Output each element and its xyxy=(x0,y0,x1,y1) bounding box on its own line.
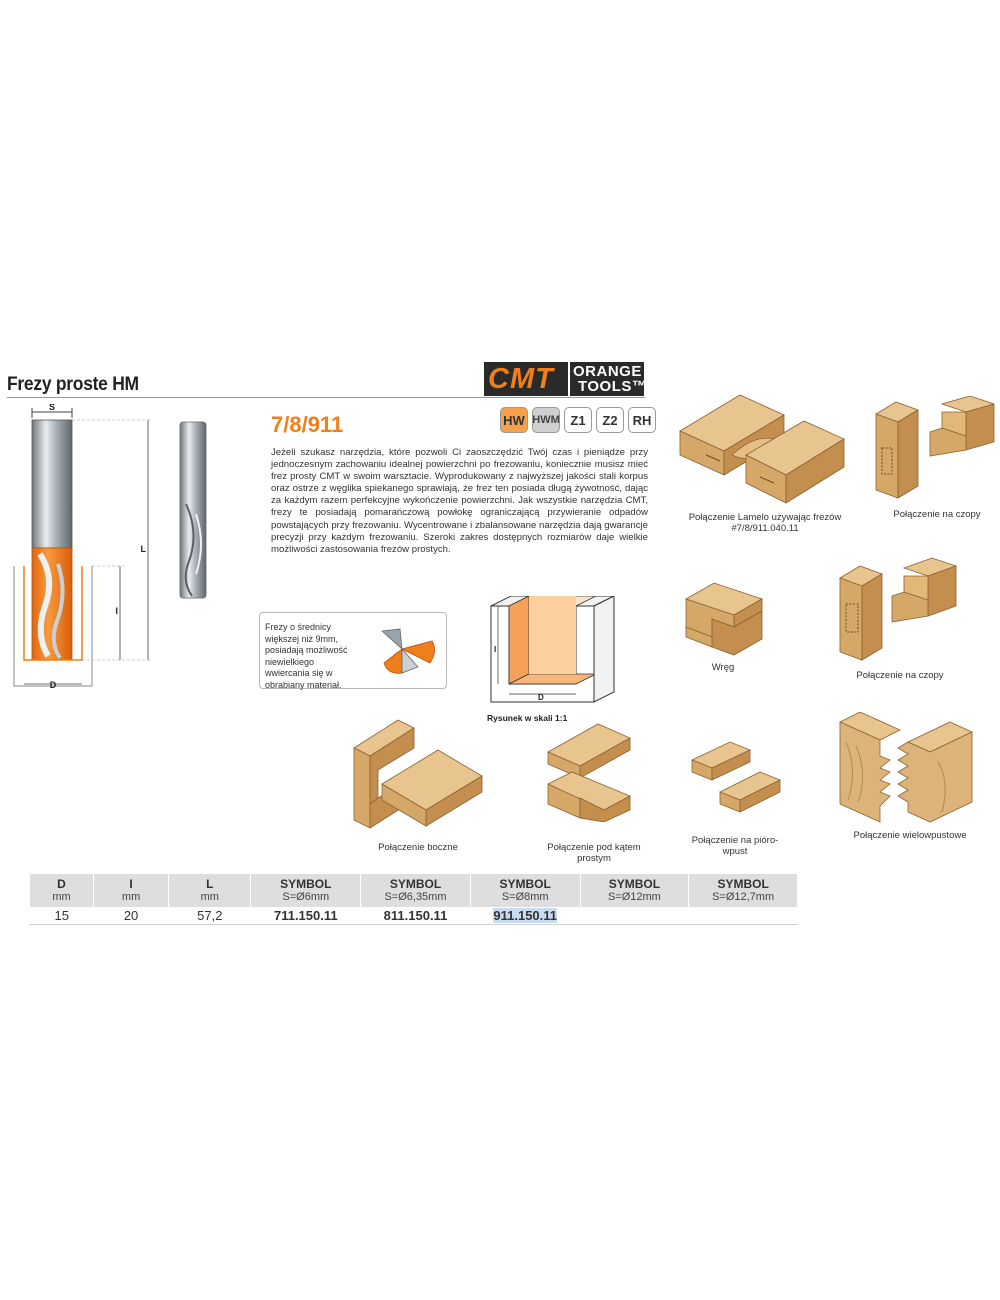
logo-cmt-text: CMT xyxy=(488,363,554,395)
col-l: L mm xyxy=(169,874,251,907)
col-d: D mm xyxy=(30,874,93,907)
scale-caption: Rysunek w skali 1:1 xyxy=(487,713,568,723)
product-table xyxy=(30,874,798,925)
joint-right-angle-illustration xyxy=(544,722,634,822)
joint-side-illustration xyxy=(350,718,486,830)
cell-symbol-6: 711.150.11 xyxy=(251,907,361,925)
title-divider xyxy=(7,397,645,398)
col-symbol-127: SYMBOL S=Ø12,7mm xyxy=(689,874,798,907)
badge-z2: Z2 xyxy=(596,407,624,433)
router-bit-drawing xyxy=(10,404,225,694)
logo-orange-tools-block xyxy=(570,362,648,396)
cmt-logo xyxy=(484,362,648,396)
drilling-note-box xyxy=(259,612,447,689)
cell-symbol-12 xyxy=(580,907,689,925)
drilling-note-text: Frezy o średnicy większej niż 9mm, posiadają możliwość niewielkiego wwiercania się w obrabiany materiał. xyxy=(265,622,348,690)
badge-rh: RH xyxy=(628,407,656,433)
joint-tongue-groove-illustration xyxy=(690,740,784,818)
caption-lamelo: Połączenie Lamelo używając frezów #7/8/911.040.11 xyxy=(688,512,842,534)
col-symbol-635: SYMBOL S=Ø6,35mm xyxy=(361,874,471,907)
scale-drawing xyxy=(486,596,616,711)
badge-z1: Z1 xyxy=(564,407,592,433)
plunge-cut-icon xyxy=(372,619,442,681)
badge-hwm: HWM xyxy=(532,407,560,433)
badge-hw: HW xyxy=(500,407,528,433)
joint-mortise-illustration-2 xyxy=(836,556,960,664)
cell-symbol-635: 811.150.11 xyxy=(361,907,471,925)
caption-rebate: Wręg xyxy=(711,662,735,673)
table-header-row xyxy=(30,874,798,907)
scale-label-d: D xyxy=(538,693,544,702)
caption-side-joint: Połączenie boczne xyxy=(378,842,458,853)
product-code: 7/8/911 xyxy=(271,412,344,437)
caption-right-angle: Połączenie pod kątem prostym xyxy=(547,842,641,864)
cell-l: 57,2 xyxy=(169,907,251,925)
scale-label-i: I xyxy=(494,645,497,654)
col-i: I mm xyxy=(93,874,168,907)
col-symbol-8: SYMBOL S=Ø8mm xyxy=(470,874,580,907)
col-symbol-6: SYMBOL S=Ø6mm xyxy=(251,874,361,907)
joint-lamelo-illustration xyxy=(676,393,846,511)
feature-badges xyxy=(500,407,656,433)
caption-tongue-groove: Połączenie na pióro-wpust xyxy=(691,835,779,857)
cell-symbol-127 xyxy=(689,907,798,925)
logo-orange-text: ORANGE xyxy=(573,363,642,380)
label-i: I xyxy=(115,606,118,616)
product-description: Jeżeli szukasz narzędzia, które pozwoli Ci zaoszczędzić Twój czas i pieniądze przy jednoczesnym zachowaniu idealnej powierzchni po frezowaniu, koniecznie musisz mieć frez prosty CMT w swoim warsztacie. Wyprodukowany z najwyższej jakości stali korpus oraz ostrze z węglika spiekanego sprawiają, że frez ten posiada długą żywotność, dając za każdym razem perfekcyjne wykończenie powierzchni. Jak wszystkie narzędzia CMT, frezy te posiadają pomarańczową powłokę ograniczającą przywieranie odpadów powstających przy frezowaniu. Wycentrowane i zbalansowane narzędzia dają gwarancje precyzji przy każdym frezowaniu. Szeroki zakres dostępnych rozmiarów daje wielkie możliwości zastosowania frezów prostych. xyxy=(271,447,648,555)
joint-rebate-illustration xyxy=(682,577,766,659)
logo-tools-text: TOOLS™ xyxy=(578,378,648,395)
label-l: L xyxy=(140,544,146,554)
caption-mortise-1: Połączenie na czopy xyxy=(893,509,981,520)
joint-multi-spline-illustration xyxy=(838,712,974,824)
caption-multi-spline: Połączenie wielowpustowe xyxy=(853,830,967,841)
label-d: D xyxy=(49,680,57,690)
col-symbol-12: SYMBOL S=Ø12mm xyxy=(580,874,689,907)
label-s: S xyxy=(48,404,56,412)
cell-i: 20 xyxy=(93,907,168,925)
logo-cmt-block xyxy=(484,362,568,396)
highlighted-symbol[interactable]: 911.150.11 xyxy=(493,908,558,923)
page-title: Frezy proste HM xyxy=(7,374,139,395)
cell-symbol-8 xyxy=(470,907,580,925)
table-row xyxy=(30,907,798,925)
caption-mortise-2: Połączenie na czopy xyxy=(856,670,944,681)
cell-d: 15 xyxy=(30,907,93,925)
joint-mortise-illustration-1 xyxy=(872,396,998,502)
